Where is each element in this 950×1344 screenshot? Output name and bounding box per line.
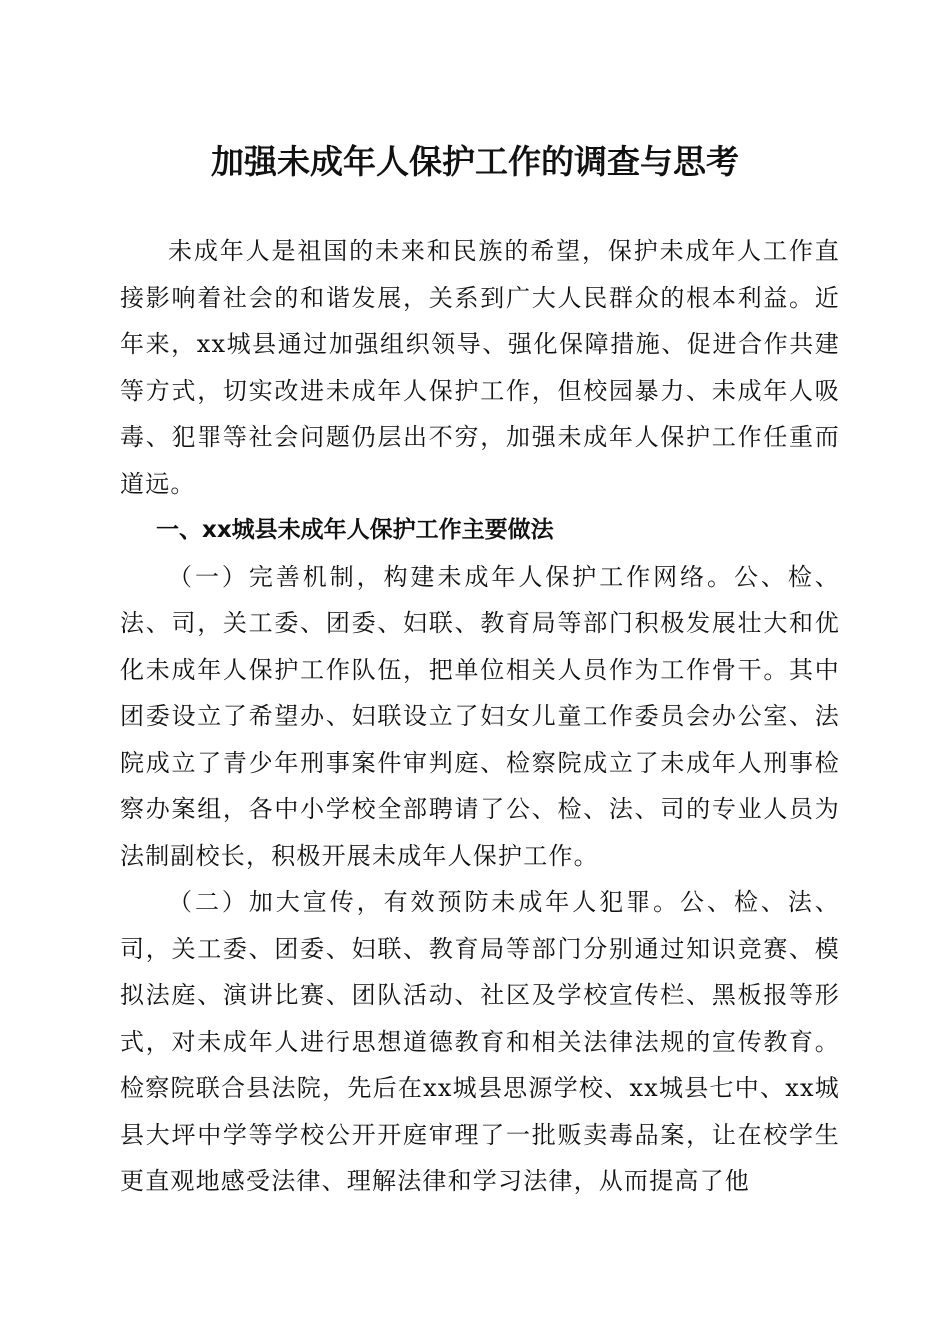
- intro-paragraph: 未成年人是祖国的未来和民族的希望，保护未成年人工作直接影响着社会的和谐发展，关系到广大人民群众的根本利益。近年来，xx城县通过加强组织领导、强化保障措施、促进合作共建等方式，切实改进未成年人保护工作，但校园暴力、未成年人吸毒、犯罪等社会问题仍层出不穷，加强未成年人保护工作任重而道远。: [120, 237, 840, 498]
- subsection-2-text: 公、检、法、司，关工委、团委、妇联、教育局等部门分别通过知识竞赛、模拟法庭、演讲比赛、团队活动、社区及学校宣传栏、黑板报等形式，对未成年人进行思想道德教育和相关法律法规的宣传教育。检察院联合县法院，先后在xx城县思源学校、xx城县七中、xx城县大坪中学等学校公开开庭审理了一批贩卖毒品案，让在校学生更直观地感受法律、理解法律和学习法律，从而提高了他: [120, 888, 840, 1195]
- document-body: [120, 228, 840, 1205]
- subsection-2-lead: （二）加大宣传，有效预防未成年人犯罪。: [168, 888, 681, 916]
- section-heading: 一、xx城县未成年人保护工作主要做法: [156, 517, 554, 543]
- document-title: 加强未成年人保护工作的调查与思考: [211, 142, 739, 181]
- subsection-1-paragraph: [120, 554, 840, 880]
- subsection-1-lead: （一）完善机制，构建未成年人保护工作网络。: [168, 562, 734, 591]
- subsection-1-text: 公、检、法、司，关工委、团委、妇联、教育局等部门积极发展壮大和优化未成年人保护工作队伍，把单位相关人员作为工作骨干。其中团委设立了希望办、妇联设立了妇女儿童工作委员会办公室、法院成立了青少年刑事案件审判庭、检察院成立了未成年人刑事检察办案组，各中小学校全部聘请了公、检、法、司的专业人员为法制副校长，积极开展未成年人保护工作。: [120, 562, 840, 870]
- subsection-2-paragraph: [120, 879, 840, 1205]
